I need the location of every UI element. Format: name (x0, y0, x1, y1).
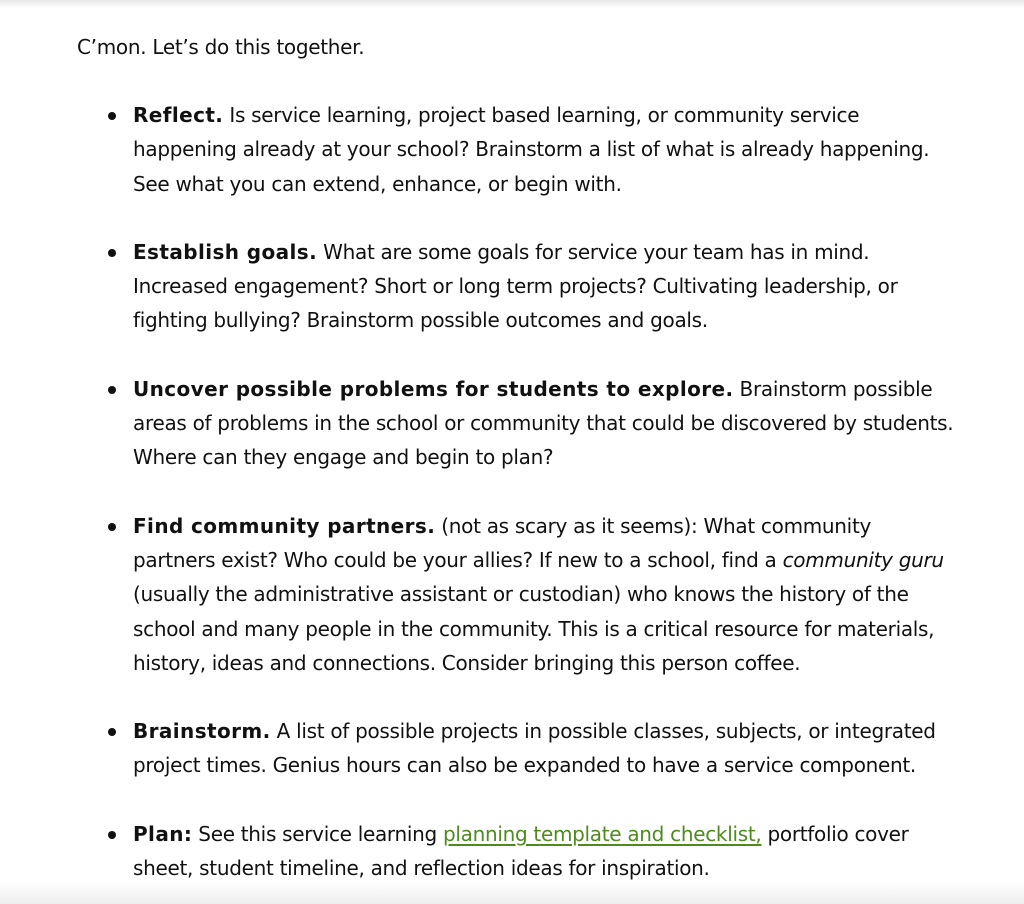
intro-paragraph: C’mon. Let’s do this together. (77, 35, 365, 59)
step-text: A list of possible projects in possible classes, subjects, or integrated project times. Genius hours can also be expanded to have a service component. (133, 719, 936, 778)
step-title: Find community partners. (133, 513, 436, 538)
step-title: Reflect. (133, 103, 224, 127)
step-title: Establish goals. (133, 239, 318, 264)
step-title: Uncover possible problems for students to explore. (133, 376, 734, 401)
list-item-brainstorm (133, 714, 957, 783)
article-content (77, 30, 957, 904)
step-title: Brainstorm. (133, 719, 271, 744)
community-guru-emphasis: community guru (782, 547, 944, 572)
top-shadow (0, 0, 1024, 8)
step-text: See this service learning (192, 821, 443, 846)
step-title: Plan: (133, 821, 193, 846)
steps-list (77, 98, 957, 885)
list-item-plan (133, 817, 957, 886)
step-text: Brainstorm possible areas of problems in the school or community that could be discovered by students. Where can they engage and begin to plan? (133, 376, 954, 470)
step-text: What are some goals for service your team has in mind. Increased engagement? Short or long term projects? Cultivating leadership, or fighting bullying? Brainstorm possible outcomes and goals. (133, 239, 898, 333)
list-item-reflect (133, 98, 957, 201)
step-text: (not as scary as it seems): What community partners exist? Who could be your allies? If new to a school, find a (133, 513, 872, 572)
list-item-uncover-problems (133, 372, 957, 475)
step-text: (usually the administrative assistant or custodian) who knows the history of the school and many people in the community. This is a critical resource for materials, history, ideas and connections. Consider bringing this person coffee. (133, 582, 935, 675)
step-text: portfolio cover sheet, student timeline, and reflection ideas for inspiration. (133, 821, 909, 881)
planning-template-link[interactable]: planning template and checklist, (442, 821, 762, 846)
list-item-find-partners (133, 509, 957, 680)
step-text: Is service learning, project based learning, or community service happening already at your school? Brainstorm a list of what is already happening. See what you can extend, enhance, or begin with. (133, 103, 930, 196)
list-item-establish-goals (133, 235, 957, 338)
bottom-fade (0, 882, 1024, 904)
